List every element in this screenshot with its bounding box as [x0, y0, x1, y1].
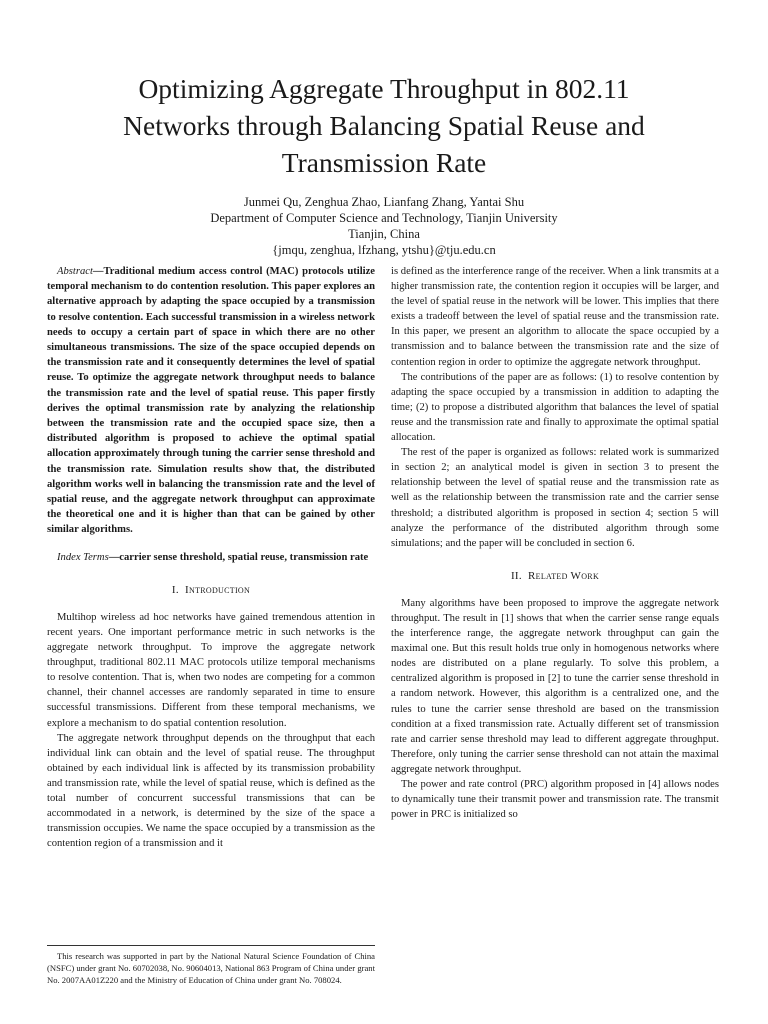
author-location: Tianjin, China: [348, 227, 420, 241]
index-terms: [47, 550, 375, 565]
funding-footnote: This research was supported in part by the National Natural Science Foundation of China (NSFC) under grant No. 60702038, No. 90604013, National 863 Program of China under grant No. 2007AA01Z220 and the Ministry of Education of China under grant No. 708024.: [47, 951, 375, 986]
abstract-text: —Traditional medium access control (MAC) protocols utilize temporal mechanism to do contention resolution. This paper explores an alternative approach by adapting the space occupied by a transmission to resolve contention. Each successful transmission in a wireless network needs to occupy a certain part of space in which there are no other simultaneous transmissions. The size of the space occupied depends on the transmission rate and it consequently determines the level of spatial reuse. To optimize the aggregate network throughput needs to balance the transmission rate and the level of spatial reuse. This paper firstly derives the optimal transmission rate by analyzing the relationship between the transmission rate and the occupied space size, then a distributed algorithm is proposed to achieve the optimal spatial allocation approximately through tuning the carrier sense threshold and the transmission rate. Simulation results show that, the distributed algorithm works well in balancing the transmission rate and the level of spatial reuse, and the aggregate network throughput can approximate the theoretical one and it is higher than that can be gained by other similar algorithms.: [47, 266, 375, 536]
abstract-label: Abstract: [57, 266, 93, 277]
paper-title: [60, 70, 708, 181]
author-names: Junmei Qu, Zenghua Zhao, Lianfang Zhang, Yantai Shu: [243, 195, 525, 209]
index-terms-label: Index Terms: [57, 551, 109, 563]
intro-paragraph-1: Multihop wireless ad hoc networks have gained tremendous attention in recent years. One important performance metric in such networks is the aggregate network throughput. To improve the aggregate network throughput, traditional 802.11 MAC protocols utilize temporal mechanisms to resolve contention. That is, when two nodes are competing for a common channel, their channel accesses are randomly separated in time to ensure successful transmissions. Different from these temporal mechanisms, we explore a mechanism to do spatial contention resolution.: [47, 611, 375, 729]
paper-header: [60, 70, 708, 258]
section-title: Introduction: [185, 583, 251, 596]
title-line-2: Networks through Balancing Spatial Reuse and: [123, 110, 645, 141]
section-heading-introduction: [47, 583, 375, 598]
index-terms-text: —carrier sense threshold, spatial reuse, transmission rate: [108, 551, 369, 563]
intro-paragraph-3: The contributions of the paper are as follows: (1) to resolve contention by adapting the space occupied by a transmission in addition to adapting the time; (2) to propose a distributed algorithm that balances the level of spatial reuse and the transmission rate and finally to approximate the optimal spatial allocation.: [391, 371, 719, 444]
related-paragraph-1: Many algorithms have been proposed to improve the aggregate network throughput. The result in [1] shows that when the carrier sense range equals the interference range, the aggregate network throughput can gain the maximal one. But this result holds true only in homogenous networks where nodes are distributed on a plane regularly. To solve this problem, a centralized algorithm is proposed in [2] to tune the carrier sense threshold in a random network. However, this algorithm is a centralized one, and the rules to tune the carrier sense threshold are based on the transmission condition at a fixed transmission rate. Actually different set of transmission rate and carrier sense threshold may lead to different aggregate throughput. Therefore, only tuning the carrier sense threshold can not attain the maximal aggregate network throughput.: [391, 597, 719, 775]
author-emails: {jmqu, zenghua, lfzhang, ytshu}@tju.edu.cn: [272, 243, 496, 257]
section-heading-related-work: [391, 569, 719, 584]
author-affiliation: Department of Computer Science and Technology, Tianjin University: [210, 211, 558, 225]
left-column: [47, 264, 375, 851]
intro-continuation: is defined as the interference range of the receiver. When a link transmits at a higher transmission rate, the contention region it occupies will be larger, and the level of spatial reuse in the network will be lower. This implies that there exists a tradeoff between the level of spatial reuse and the transmission rate. In this paper, we present an algorithm to allocate the space occupied by a transmission and to balance between the transmission rate and the size of contention region in order to optimize the aggregate network throughput.: [391, 266, 719, 368]
title-line-1: Optimizing Aggregate Throughput in 802.11: [138, 73, 630, 104]
right-column: [391, 264, 719, 822]
related-paragraph-2: The power and rate control (PRC) algorithm proposed in [4] allows nodes to dynamically tune their transmit power and transmission rate. The transmit power in PRC is initialized so: [391, 779, 719, 821]
section-number: I.: [171, 583, 179, 596]
title-line-3: Transmission Rate: [281, 147, 487, 178]
author-block: [60, 194, 708, 258]
abstract: [47, 264, 375, 538]
section-title: Related Work: [528, 569, 600, 582]
intro-paragraph-2: The aggregate network throughput depends on the throughput that each individual link can obtain and the level of spatial reuse. The throughput obtained by each individual link is affected by its transmission probability and transmission rate, while the level of spatial reuse, which is defined as the total number of concurrent successful transmissions that can be accommodated in a network, is determined by the size of the space a transmission occupies. We name the space occupied by a transmission as the contention region of a transmission and it: [47, 732, 375, 850]
footnote-divider: [47, 945, 375, 946]
section-number: II.: [510, 569, 522, 582]
intro-paragraph-4: The rest of the paper is organized as follows: related work is summarized in section 2; an analytical model is given in section 3 to present the relationship between the level of spatial reuse and the transmission rate as well as the relationship between the transmission rate and the carrier sense threshold; a distributed algorithm is proposed in section 4; section 5 will analyze the performance of the distributed algorithm through some simulations; and the paper will be concluded in section 6.: [391, 447, 719, 549]
